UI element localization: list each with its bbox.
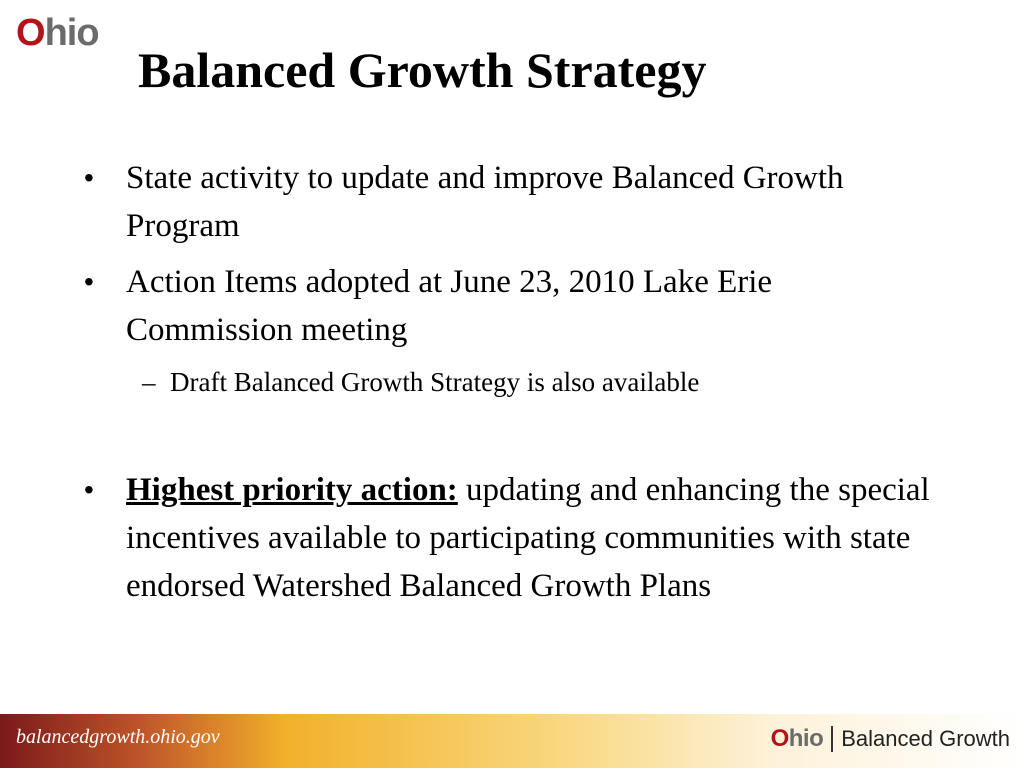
footer-ohio-logo — [771, 725, 824, 753]
bullet-item — [84, 154, 944, 250]
footer-url: balancedgrowth.ohio.gov — [16, 726, 220, 748]
footer-bar — [0, 714, 1024, 768]
bullet-text: State activity to update and improve Balanced Growth Program — [126, 160, 844, 244]
footer-ohio-rest: hio — [788, 725, 824, 752]
footer-brand-logo — [771, 725, 1010, 753]
footer-program-name: Balanced Growth — [841, 726, 1010, 751]
bullet-item — [84, 258, 944, 354]
bullet-icon: • — [84, 474, 94, 505]
bullet-text: updating and enhancing the special incentives available to participating communities with state endorsed Watershed Balanced Growth Plans — [126, 472, 930, 604]
ohio-logo-o: O — [16, 12, 45, 54]
footer-divider — [831, 726, 833, 752]
sub-bullet-item — [84, 362, 944, 402]
dash-icon: – — [142, 367, 156, 397]
spacer — [84, 402, 944, 466]
bullet-icon: • — [84, 266, 94, 297]
slide-title: Balanced Growth Strategy — [138, 42, 707, 98]
bullet-item — [84, 466, 944, 610]
bullet-icon: • — [84, 162, 94, 193]
sub-bullet-text: Draft Balanced Growth Strategy is also available — [170, 367, 700, 397]
ohio-logo — [16, 14, 99, 52]
bullet-text: Action Items adopted at June 23, 2010 Lake Erie Commission meeting — [126, 264, 773, 348]
footer-ohio-o: O — [770, 725, 789, 752]
bullet-emphasis: Highest priority action: — [126, 472, 458, 508]
bullet-list — [84, 154, 944, 618]
ohio-logo-rest: hio — [44, 12, 99, 54]
